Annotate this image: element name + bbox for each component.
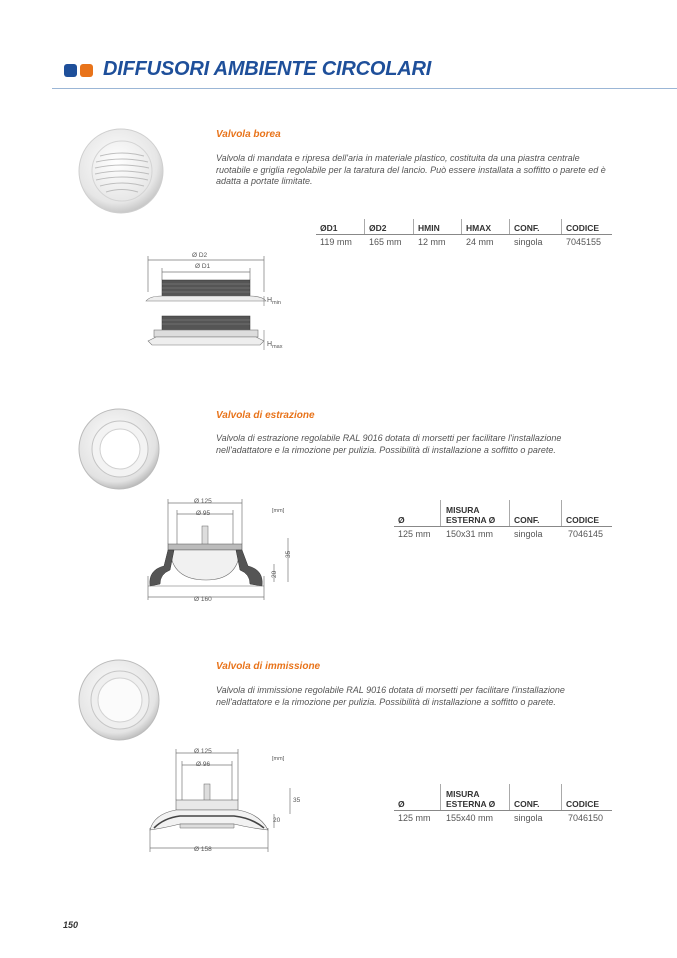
dimension-base: Ø 158 [194, 846, 212, 853]
table-separator [561, 219, 562, 234]
table-header: Ø [398, 799, 405, 809]
table-header: ESTERNA Ø [446, 515, 496, 525]
table-header: CODICE [566, 515, 600, 525]
table-rule [394, 810, 612, 811]
table-header: CONF. [514, 799, 540, 809]
product-description-borea: Valvola di mandata e ripresa dell'aria in materiale plastico, costituita da una piastra centrale ruotabile e griglia regolabile per la taratura del lancio. Può essere installata a soffitto o parete ed è adatta a portate limitate. [216, 153, 606, 186]
table-separator [440, 784, 441, 811]
table-cell: 12 mm [418, 237, 446, 247]
dimension-outer: Ø 125 [194, 498, 212, 505]
dimension-h1: 35 [293, 797, 301, 804]
dimension-h2: 20 [273, 817, 281, 824]
table-header: ØD2 [369, 223, 387, 233]
dimension-hmax: $H_{max}$ [267, 341, 283, 350]
product-description-immissione: Valvola di immissione regolabile RAL 9016 dotata di morsetti per facilitare l'installazione nell'adattatore e la rimozione per pulizia. Possibilità di installazione a soffitto o parete. [216, 685, 565, 707]
technical-drawing-estrazione [140, 494, 300, 606]
header-divider [52, 88, 677, 89]
dimension-base: Ø 160 [194, 596, 212, 603]
unit-label: [mm] [272, 756, 285, 762]
table-cell: 119 mm [320, 237, 352, 247]
dimension-inner: Ø 95 [196, 510, 211, 517]
logo-square-blue [64, 64, 77, 77]
unit-label: [mm] [272, 508, 285, 514]
table-cell: singola [514, 813, 543, 823]
table-cell: 7046145 [568, 529, 604, 539]
table-separator [509, 219, 510, 234]
dimension-outer: Ø 125 [194, 748, 212, 755]
table-header: CODICE [566, 799, 600, 809]
table-header: ØD1 [320, 223, 338, 233]
table-separator [461, 219, 462, 234]
table-header: HMAX [466, 223, 492, 233]
product-image-borea [76, 126, 166, 216]
page-number: 150 [63, 920, 79, 930]
table-header: HMIN [418, 223, 440, 233]
table-header: CODICE [566, 223, 600, 233]
technical-drawing-immissione [140, 744, 305, 856]
table-cell: 165 mm [369, 237, 402, 247]
table-header: CONF. [514, 223, 540, 233]
table-header: ESTERNA Ø [446, 799, 496, 809]
dimension-d2: Ø D2 [192, 252, 208, 259]
table-header: Ø [398, 515, 405, 525]
dimension-d1: Ø D1 [195, 263, 211, 270]
product-title-immissione: Valvola di immissione [216, 661, 321, 672]
table-separator [413, 219, 414, 234]
product-title-estrazione: Valvola di estrazione [216, 410, 315, 421]
technical-drawing-borea [140, 246, 300, 356]
table-cell: singola [514, 529, 543, 539]
table-header: CONF. [514, 515, 540, 525]
dimension-h1: 35 [285, 550, 292, 558]
table-separator [440, 500, 441, 527]
product-description-estrazione: Valvola di estrazione regolabile RAL 9016 dotata di morsetti per facilitare l'installazione nell'adattatore e la rimozione per pulizia. Possibilità di installazione a soffitto o parete. [216, 433, 562, 455]
table-separator [561, 784, 562, 811]
dimension-inner: Ø 96 [196, 761, 211, 768]
table-cell: 7046150 [568, 813, 604, 823]
table-cell: 150x31 mm [446, 529, 494, 539]
dimension-hmin: $H_{min}$ [267, 297, 281, 306]
table-cell: 7045155 [566, 237, 602, 247]
table-header: MISURA [446, 505, 480, 515]
table-separator [561, 500, 562, 527]
dimension-h2: 20 [271, 570, 278, 578]
table-header: MISURA [446, 789, 480, 799]
table-cell: 125 mm [398, 813, 431, 823]
table-separator [364, 219, 365, 234]
logo-square-orange [80, 64, 93, 77]
table-rule [394, 526, 612, 527]
table-cell: 155x40 mm [446, 813, 494, 823]
table-separator [509, 500, 510, 527]
table-cell: 24 mm [466, 237, 494, 247]
page-title: DIFFUSORI AMBIENTE CIRCOLARI [103, 58, 432, 80]
table-separator [509, 784, 510, 811]
product-title-borea: Valvola borea [216, 129, 281, 140]
product-image-estrazione [76, 406, 162, 492]
table-rule [316, 234, 612, 235]
table-cell: 125 mm [398, 529, 431, 539]
product-image-immissione [76, 657, 162, 743]
table-cell: singola [514, 237, 543, 247]
